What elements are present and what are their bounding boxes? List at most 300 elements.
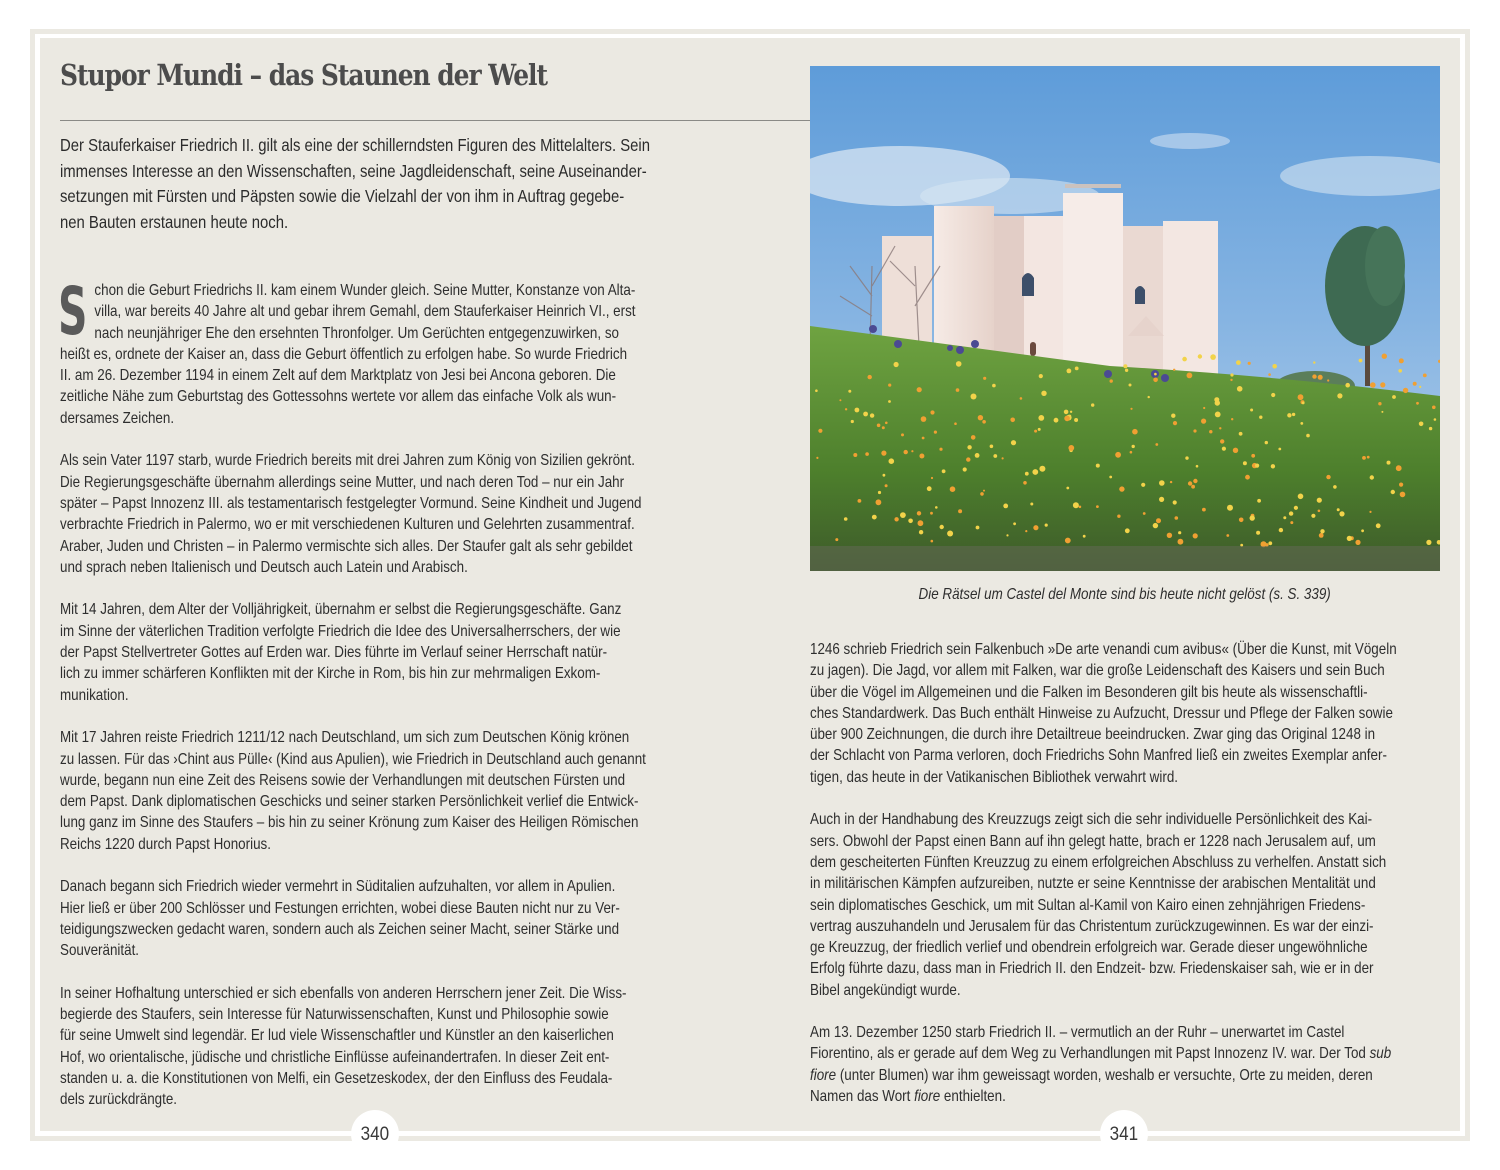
wildflower	[1382, 354, 1387, 359]
text-line: später – Papst Innozenz III. als testamentarisch festgelegter Vormund. Seine Kindheit und Jugend	[60, 494, 642, 512]
cloud	[1150, 133, 1230, 149]
wildflower	[1096, 464, 1100, 468]
text-line	[810, 1043, 1392, 1064]
wildflower	[940, 525, 944, 529]
wildflower	[1369, 511, 1371, 513]
wildflower	[1154, 373, 1157, 376]
wildflower	[1381, 411, 1383, 413]
wildflower	[1185, 456, 1188, 459]
wildflower	[894, 517, 898, 521]
wildflower	[1109, 476, 1112, 479]
wildflower	[1129, 384, 1132, 387]
wildflower	[1178, 539, 1184, 545]
wildflower	[1096, 505, 1099, 508]
text-run: enthielten.	[940, 1087, 1006, 1105]
wildflower	[1387, 461, 1391, 465]
wildflower	[1268, 373, 1271, 376]
wildflower	[1419, 422, 1424, 427]
wildflower	[1339, 511, 1344, 516]
wildflower	[1399, 483, 1403, 487]
text-line: Als sein Vater 1197 starb, wurde Friedrich bereits mit drei Jahren zum König von Sizilien gekrönt.	[60, 452, 635, 470]
wildflower	[1429, 427, 1432, 430]
text-line: teidigungszwecken gedacht waren, sondern auch als Zeichen seiner Macht, seiner Stärke und	[60, 920, 620, 938]
wildflower	[1268, 541, 1272, 545]
wildflower	[1318, 510, 1321, 513]
text-line: über die Vögel im Allgemeinen und die Falken im Besonderen gilt bis heute als wissenschaftli-	[810, 683, 1368, 701]
wildflower	[1073, 502, 1079, 508]
wildflower	[956, 388, 960, 392]
text-line: II. am 26. Dezember 1194 in einem Zelt auf dem Marktplatz von Jesi bei Ancona geboren. Die	[60, 367, 616, 385]
italic-term: fiore	[810, 1066, 837, 1084]
wildflower	[1187, 373, 1193, 379]
wildflower	[980, 492, 984, 496]
wildflower	[930, 410, 934, 414]
wildflower	[978, 415, 983, 420]
wildflower	[876, 499, 882, 505]
text-line: für seine Umwelt sind legendär. Er lud viele Wissenschaftler und Künstler an den kaiserlichen	[60, 1027, 614, 1045]
wildflower	[1248, 362, 1251, 365]
wildflower	[1306, 434, 1310, 438]
text-line: Araber, Juden und Christen – in Palermo vermischte sich alles. Der Staufer galt als sehr gebildet	[60, 537, 633, 555]
wildflower	[1278, 448, 1281, 451]
wildflower	[1110, 379, 1113, 382]
wildflower	[1091, 403, 1094, 406]
italic-term: sub	[1369, 1045, 1392, 1063]
wildflower	[1064, 416, 1070, 422]
intro-line: nen Bauten erstaunen heute noch.	[60, 211, 289, 232]
text-line: zeitliche Nähe zum Geburtstag des Gottessohns wertete vor allem das einfache Volk als wun-	[60, 388, 617, 406]
wildflower	[1153, 523, 1158, 528]
wildflower	[1038, 415, 1044, 421]
wildflower	[1250, 515, 1255, 520]
wildflower	[1030, 503, 1033, 506]
wildflower	[1257, 499, 1261, 503]
wildflower	[1020, 397, 1023, 400]
wildflower	[1115, 452, 1121, 458]
wildflower	[894, 362, 899, 367]
wildflower	[1068, 445, 1074, 451]
wildflower	[1064, 410, 1069, 415]
wildflower	[1380, 382, 1385, 387]
text-line: sers. Obwohl der Papst einen Bann auf ihn gelegt hatte, brach er 1228 nach Jerusalem auf, um	[810, 832, 1376, 850]
text-line: 1246 schrieb Friedrich sein Falkenbuch »De arte venandi cum avibus« (Über die Kunst, mit Vögeln	[810, 641, 1397, 658]
wildflower	[1039, 466, 1045, 472]
wildflower	[835, 538, 838, 541]
wildflower	[1178, 531, 1181, 534]
wildflower	[1202, 508, 1206, 512]
wildflower	[1398, 369, 1402, 373]
wildflower	[1167, 533, 1172, 538]
text-line: sein diplomatisches Geschick, um mit Sultan al-Kamil von Kairo einen zehnjährigen Friedens-	[810, 896, 1366, 914]
wildflower	[881, 451, 886, 456]
text-line: Hier ließ er über 200 Schlösser und Festungen errichten, wobei diese Bauten nicht nur zu Ver-	[60, 899, 620, 917]
wildflower	[1271, 464, 1275, 468]
wildflower	[935, 506, 938, 509]
wildflower	[889, 458, 895, 464]
wildflower	[1054, 418, 1059, 423]
wildflower	[1153, 378, 1158, 383]
wildflower	[1245, 475, 1250, 480]
text-line: über 900 Zeichnungen, die durch ihre Detailtreue beeindrucken. Zwar ging das Original 1248 in	[810, 726, 1376, 744]
wildflower	[1376, 523, 1381, 528]
page-number-text: 340	[360, 1124, 390, 1145]
wildflower	[1010, 418, 1015, 423]
text-line	[810, 1086, 1352, 1107]
wildflower	[919, 530, 923, 534]
wildflower	[1214, 397, 1219, 402]
wildflower	[883, 474, 886, 477]
wildflower	[1378, 402, 1381, 405]
wildflower	[971, 394, 977, 400]
wildflower	[868, 375, 872, 379]
paragraph	[60, 983, 690, 1111]
text-line: vertrag auszuhandeln und Jerusalem für das Christentum zurückzugewinnen. Es war der einzi-	[810, 917, 1374, 935]
wildflower	[1032, 469, 1038, 475]
wildflower	[1396, 465, 1402, 471]
wildflower	[1226, 534, 1229, 537]
italic-term: fiore	[914, 1087, 941, 1105]
wildflower	[1039, 374, 1043, 378]
wildflower	[1148, 396, 1150, 398]
wildflower	[971, 435, 976, 440]
text-line	[810, 1065, 1373, 1086]
wildflower	[1243, 461, 1247, 465]
wildflower	[1279, 528, 1283, 532]
wildflower	[1392, 395, 1396, 399]
wildflower	[1311, 514, 1315, 518]
wildflower	[1011, 440, 1016, 445]
text-line: tigen, das heute in der Vatikanischen Bibliothek verwahrt wird.	[810, 768, 1179, 786]
paragraph	[810, 639, 1440, 788]
wildflower	[1201, 419, 1206, 424]
wildflower	[1132, 445, 1135, 448]
wildflower	[1066, 487, 1069, 490]
wildflower	[956, 361, 962, 367]
wildflower	[1070, 411, 1072, 413]
wildflower	[1033, 525, 1038, 530]
wildflower	[1188, 481, 1192, 485]
wildflower	[1193, 429, 1196, 432]
wildflower	[844, 517, 848, 521]
wildflower	[1210, 354, 1216, 360]
wildflower	[1173, 421, 1177, 425]
wildflower	[1034, 430, 1037, 433]
wildflower	[1227, 505, 1233, 511]
wildflower	[983, 377, 986, 380]
wildflower	[963, 467, 967, 471]
wildflower	[1256, 531, 1260, 535]
text-line: in militärischen Kämpfen aufzureiben, nutzte er seine Kenntnisse der arabischen Mentalität und	[810, 875, 1376, 893]
wildflower	[853, 453, 857, 457]
wildflower	[1006, 534, 1008, 536]
text-run: (unter Blumen) war ihm geweissagt worden, weshalb er versuchte, Orte zu meiden, deren	[836, 1066, 1373, 1084]
wildflower	[1141, 483, 1145, 487]
wildflower	[911, 450, 913, 452]
wildflower	[1318, 375, 1323, 380]
wildflower	[1219, 427, 1221, 429]
wildflower	[1025, 472, 1029, 476]
wildflower	[882, 426, 885, 429]
wildflower	[1171, 414, 1175, 418]
castel-del-monte-photo	[810, 66, 1440, 571]
wildflower	[921, 416, 927, 422]
wildflower	[1023, 481, 1027, 485]
wildflower	[816, 457, 818, 459]
left-column	[58, 273, 690, 1132]
wildflower	[1239, 432, 1243, 436]
text-line: nach neunjähriger Ehe den ersehnten Thronfolger. Um Gerüchten entgegenzuwirken, so	[94, 324, 619, 342]
wildflower	[1399, 358, 1404, 363]
wildflower	[1333, 485, 1337, 489]
wildflower	[954, 422, 957, 425]
wildflower	[1065, 538, 1071, 544]
wildflower	[939, 448, 942, 451]
drop-cap: S	[58, 273, 88, 350]
wildflower	[1074, 418, 1078, 422]
text-line: Reichs 1220 durch Papst Honorius.	[60, 835, 271, 853]
text-line: dem Papst. Dank diplomatischen Geschicks und seiner starken Persönlichkeit verlief die Entwick-	[60, 793, 639, 811]
wildflower	[1236, 360, 1241, 365]
wildflower	[1347, 536, 1352, 541]
wildflower	[1173, 369, 1175, 371]
wildflower	[1159, 480, 1165, 486]
wildflower	[1370, 475, 1374, 479]
wildflower	[1025, 530, 1027, 532]
wildflower	[1083, 535, 1086, 538]
page-number-left	[351, 1110, 399, 1158]
wildflower	[917, 387, 922, 392]
wildflower	[1292, 413, 1295, 416]
wildflower	[1326, 475, 1330, 479]
wildflower	[1231, 418, 1233, 420]
wildflower	[1300, 422, 1303, 425]
wildflower	[1132, 429, 1138, 435]
text-line: dels zurückdrängte.	[60, 1091, 178, 1109]
wildflower	[863, 412, 868, 417]
wildflower	[1143, 512, 1146, 515]
text-line: lich zu immer schärferen Konflikten mit der Kirche in Rom, bis hin zur mehrmaligen Exkom-	[60, 665, 601, 683]
wildflower	[1130, 451, 1133, 454]
text-line: der Schlacht von Parma verloren, doch Friedrichs Sohn Manfred ließ ein zweites Exemplar anfer-	[810, 747, 1387, 765]
wildflower	[900, 512, 906, 518]
wildflower	[1209, 430, 1212, 433]
wildflower	[1045, 524, 1048, 527]
wildflower	[1230, 379, 1232, 381]
wildflower	[908, 519, 913, 524]
text-line: zu jagen). Die Jagd, vor allem mit Falken, war die große Leidenschaft des Kaisers und sein Buch	[810, 662, 1385, 680]
wildflower	[1337, 393, 1342, 398]
wildflower	[1423, 374, 1427, 378]
wildflower	[1413, 382, 1417, 386]
wildflower	[958, 509, 962, 513]
wildflower	[1230, 373, 1233, 376]
wildflower	[1233, 448, 1238, 453]
wildflower	[888, 400, 891, 403]
wildflower	[1400, 492, 1406, 498]
wildflower	[815, 389, 818, 392]
wildflower	[1251, 454, 1255, 458]
text-run: Namen das Wort	[810, 1087, 915, 1105]
wildflower	[1196, 465, 1199, 468]
wildflower	[1125, 528, 1130, 533]
text-line: Erfolg führte dazu, dass man in Friedrich II. den Endzeit- bzw. Friedenskaiser sah, wie er in der	[810, 960, 1374, 978]
wildflower	[1155, 443, 1158, 446]
text-line: ge Kreuzzug, der friedlich verlief und obendrein erfolgreich war. Gerade dieser ungewöhnliche	[810, 939, 1368, 957]
paragraph	[60, 450, 690, 578]
paragraph	[810, 809, 1440, 1001]
wildflower	[1117, 515, 1120, 518]
wildflower	[1079, 506, 1082, 509]
wildflower	[992, 384, 996, 388]
wildflower	[1355, 540, 1360, 545]
text-line: verbrachte Friedrich in Palermo, wo er mit verschiedenen Kulturen und Gelehrten zusammentraf.	[60, 516, 635, 534]
wildflower	[1289, 511, 1293, 515]
text-line: begierde des Staufers, sein Interesse für Naturwissenschaften, Kunst und Philosophie sowie	[60, 1006, 609, 1024]
wildflower	[1287, 413, 1291, 417]
wildflower	[1370, 382, 1376, 388]
wildflower	[904, 450, 908, 454]
wildflower	[1362, 456, 1366, 460]
wildflower	[1294, 506, 1298, 510]
text-line: dersames Zeichen.	[60, 409, 175, 427]
wildflower	[1203, 407, 1205, 409]
wildflower	[1173, 500, 1177, 504]
wildflower	[1250, 409, 1253, 412]
text-line: heißt es, ordnete der Kaiser an, dass die Geburt öffentlich zu erfolgen habe. So wurde Friedrich	[60, 345, 628, 363]
wildflower	[1319, 533, 1324, 538]
text-line: standen u. a. die Konstitutionen von Melfi, ein Gesetzeskodex, der den Einfluss des Feudala-	[60, 1069, 613, 1087]
wildflower	[976, 526, 980, 530]
wildflower	[1345, 383, 1350, 388]
wildflower	[1255, 464, 1259, 468]
wildflower	[950, 486, 956, 492]
wildflower	[993, 454, 997, 458]
wildflower	[1198, 354, 1202, 358]
wildflower	[967, 445, 971, 449]
wildflower	[1265, 441, 1268, 444]
text-line: und sprach neben Italienisch und Deutsch auch Latein und Arabisch.	[60, 558, 468, 576]
wildflower	[1002, 457, 1004, 459]
wildflower	[839, 399, 841, 401]
wildflower	[888, 384, 891, 387]
text-line: ches Standardwerk. Das Buch enthält Hinweise zu Aufzucht, Dressur und Pflege der Falken sowie	[810, 704, 1393, 722]
right-column	[810, 639, 1440, 1022]
intro-paragraph	[60, 133, 820, 235]
paragraph	[60, 727, 690, 855]
wildflower	[845, 408, 847, 410]
paragraph	[60, 599, 690, 705]
wildflower	[858, 499, 862, 503]
title-rule	[60, 120, 810, 121]
wildflower	[1067, 369, 1072, 374]
text-line: wurde, begann nun eine Zeit des Reisens sowie der Verhandlungen mit deutschen Fürsten und	[60, 771, 626, 789]
wildflower	[919, 454, 924, 459]
text-line: dem gescheiterten Fünften Kreuzzug zu einem erfolgreichen Abschluss zu verhelfen. Anstatt sich	[810, 853, 1387, 871]
wildflower	[1215, 412, 1221, 418]
wildflower	[1312, 374, 1316, 378]
wildflower	[1298, 494, 1304, 500]
text-line: Mit 17 Jahren reiste Friedrich 1211/12 nach Deutschland, um sich zum Deutschen König krönen	[60, 729, 630, 747]
wildflower	[1434, 418, 1437, 421]
wildflower	[1193, 533, 1198, 538]
wildflower	[1041, 391, 1046, 396]
text-line: Die Regierungsgeschäfte übernahm allerdings seine Mutter, und nach deren Tod – nur ein Jahr	[60, 473, 625, 491]
text-line: chon die Geburt Friedrichs II. kam einem Wunder gleich. Seine Mutter, Konstanze von Alta-	[94, 282, 636, 299]
wildflower	[982, 420, 986, 424]
wildflower	[1283, 516, 1286, 519]
intro-line: immenses Interesse an den Wissenschaften, seine Jagdleidenschaft, seine Auseinander-	[60, 160, 647, 181]
text-run: Fiorentino, als er gerade auf dem Weg zu Verhandlungen mit Papst Innozenz IV. war. Der Tod	[810, 1045, 1370, 1063]
wildflower	[855, 408, 860, 413]
wildflower	[1403, 388, 1408, 393]
text-line: Bibel angekündigt wurde.	[810, 981, 961, 999]
page-number-text: 341	[1109, 1124, 1139, 1145]
text-line: im Sinne der väterlichen Tradition verfolgte Friedrich die Idee des Universalherrschers, der wie	[60, 622, 621, 640]
text-line: Auch in der Handhabung des Kreuzzugs zeigt sich die sehr individuelle Persönlichkeit des Kai-	[810, 811, 1373, 829]
wildflower	[922, 437, 925, 440]
wildflower	[1239, 518, 1244, 523]
wildflower	[1123, 364, 1127, 368]
wildflower	[848, 390, 851, 393]
wildflower	[1175, 516, 1179, 520]
wildflower	[1302, 402, 1305, 405]
wildflower	[1222, 447, 1226, 451]
wildflower	[1320, 529, 1324, 533]
wildflower	[1237, 386, 1243, 392]
text-line: In seiner Hofhaltung unterschied er sich ebenfalls von anderen Herrschern jener Zeit. Die Wiss-	[60, 984, 627, 1002]
wildflower	[917, 511, 921, 515]
wildflower	[1013, 522, 1016, 525]
caption-text: Die Rätsel um Castel del Monte sind bis heute nicht gelöst (s. S. 339)	[918, 586, 1332, 603]
wildflower	[990, 445, 994, 449]
wildflower	[930, 512, 933, 515]
wildflower	[1361, 529, 1364, 532]
wildflower	[1290, 521, 1293, 524]
page-number-right	[1100, 1110, 1148, 1158]
stony-ground	[810, 546, 1440, 571]
wildflower	[1191, 485, 1195, 489]
wildflower	[851, 420, 854, 423]
text-line: Am 13. Dezember 1250 starb Friedrich II. – vermutlich an der Ruhr – unerwartet im Castel	[810, 1024, 1345, 1041]
wildflower	[1359, 359, 1363, 363]
wildflower	[1298, 394, 1304, 400]
wildflower	[1159, 497, 1164, 502]
wildflower	[877, 424, 881, 428]
wildflower	[1003, 504, 1008, 509]
wildflower	[870, 413, 874, 417]
wildflower	[934, 431, 937, 434]
text-line: zu lassen. Für das ›Chint aus Pülle‹ (Kind aus Apulien), wie Friedrich in Deutschland auch genannt	[60, 750, 646, 768]
wildflower	[931, 540, 934, 543]
wildflower	[818, 429, 822, 433]
wildflower	[1391, 490, 1395, 494]
wildflower	[927, 486, 932, 491]
wildflower	[885, 484, 888, 487]
wildflower	[1130, 408, 1132, 410]
wildflower	[1416, 402, 1419, 405]
wildflower	[918, 520, 924, 526]
wildflower	[878, 491, 881, 494]
wildflower	[931, 477, 933, 479]
text-line: lung ganz im Sinne des Staufers – bis hin zu seiner Krönung zum Kaiser des Heiligen Römischen	[60, 814, 639, 832]
wildflower	[1327, 379, 1329, 381]
wildflower	[1367, 456, 1370, 459]
wildflower	[975, 453, 980, 458]
wildflower	[1337, 508, 1340, 511]
wildflower	[966, 457, 970, 461]
text-line: munikation.	[60, 686, 129, 704]
wildflower	[947, 531, 953, 537]
